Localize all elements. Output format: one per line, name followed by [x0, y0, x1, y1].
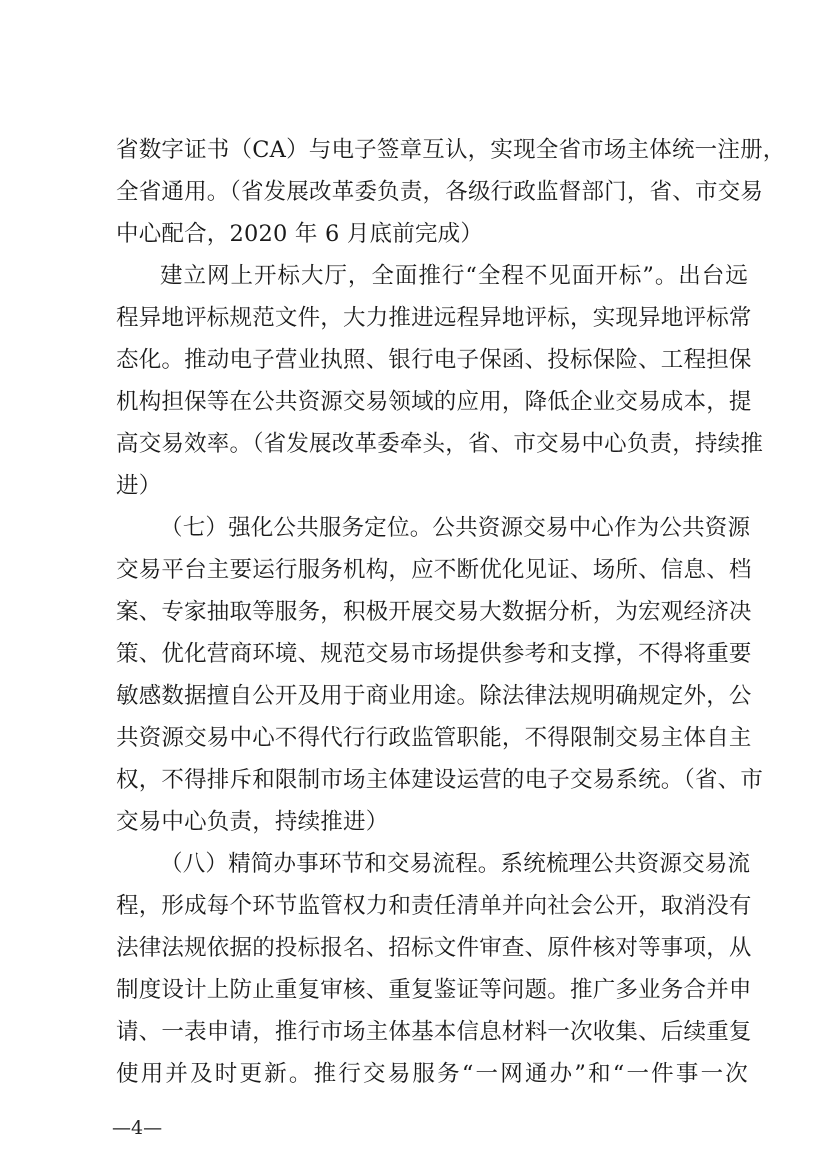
body-line: 中心配合，2020 年 6 月底前完成）: [116, 221, 484, 247]
body-line: 程异地评标规范文件，大力推进远程异地评标，实现异地评标常: [116, 305, 752, 331]
body-line: 高交易效率。（省发展改革委牵头，省、市交易中心负责，持续推: [116, 431, 764, 457]
body-line: 使用并及时更新。推行交易服务“一网通办”和“一件事一次: [116, 1061, 748, 1087]
body-line: 请、一表申请，推行市场主体基本信息材料一次收集、后续重复: [116, 1019, 752, 1045]
body-line: 省数字证书（CA）与电子签章互认，实现全省市场主体统一注册，: [116, 137, 786, 163]
paragraph-first-line: 建立网上开标大厅，全面推行“全程不见面开标”。出台远: [160, 263, 748, 289]
body-line: 机构担保等在公共资源交易领域的应用，降低企业交易成本，提: [116, 389, 752, 415]
body-line: 程，形成每个环节监管权力和责任清单并向社会公开，取消没有: [116, 893, 752, 919]
body-line: 权，不得排斥和限制市场主体建设运营的电子交易系统。（省、市: [116, 767, 764, 793]
body-line: 法律法规依据的投标报名、招标文件审查、原件核对等事项，从: [116, 935, 752, 961]
body-line: 交易平台主要运行服务机构，应不断优化见证、场所、信息、档: [116, 557, 752, 583]
body-line: 共资源交易中心不得代行行政监管职能，不得限制交易主体自主: [116, 725, 752, 751]
body-line: 全省通用。（省发展改革委负责，各级行政监督部门，省、市交易: [116, 179, 764, 205]
body-line: 制度设计上防止重复审核、重复鉴证等问题。推广多业务合并申: [116, 977, 752, 1003]
section-heading-line: （七）强化公共服务定位。公共资源交易中心作为公共资源: [160, 515, 751, 541]
section-heading-line: （八）精简办事环节和交易流程。系统梳理公共资源交易流: [160, 851, 751, 877]
body-line: 态化。推动电子营业执照、银行电子保函、投标保险、工程担保: [116, 347, 752, 373]
body-line: 案、专家抽取等服务，积极开展交易大数据分析，为宏观经济决: [116, 599, 752, 625]
body-line: 交易中心负责，持续推进）: [116, 809, 389, 835]
body-line: 敏感数据擅自公开及用于商业用途。除法律法规明确规定外，公: [116, 683, 752, 709]
body-line: 策、优化营商环境、规范交易市场提供参考和支撑，不得将重要: [116, 641, 752, 667]
body-line: 进）: [116, 473, 162, 499]
page-number: —4—: [112, 1117, 163, 1139]
